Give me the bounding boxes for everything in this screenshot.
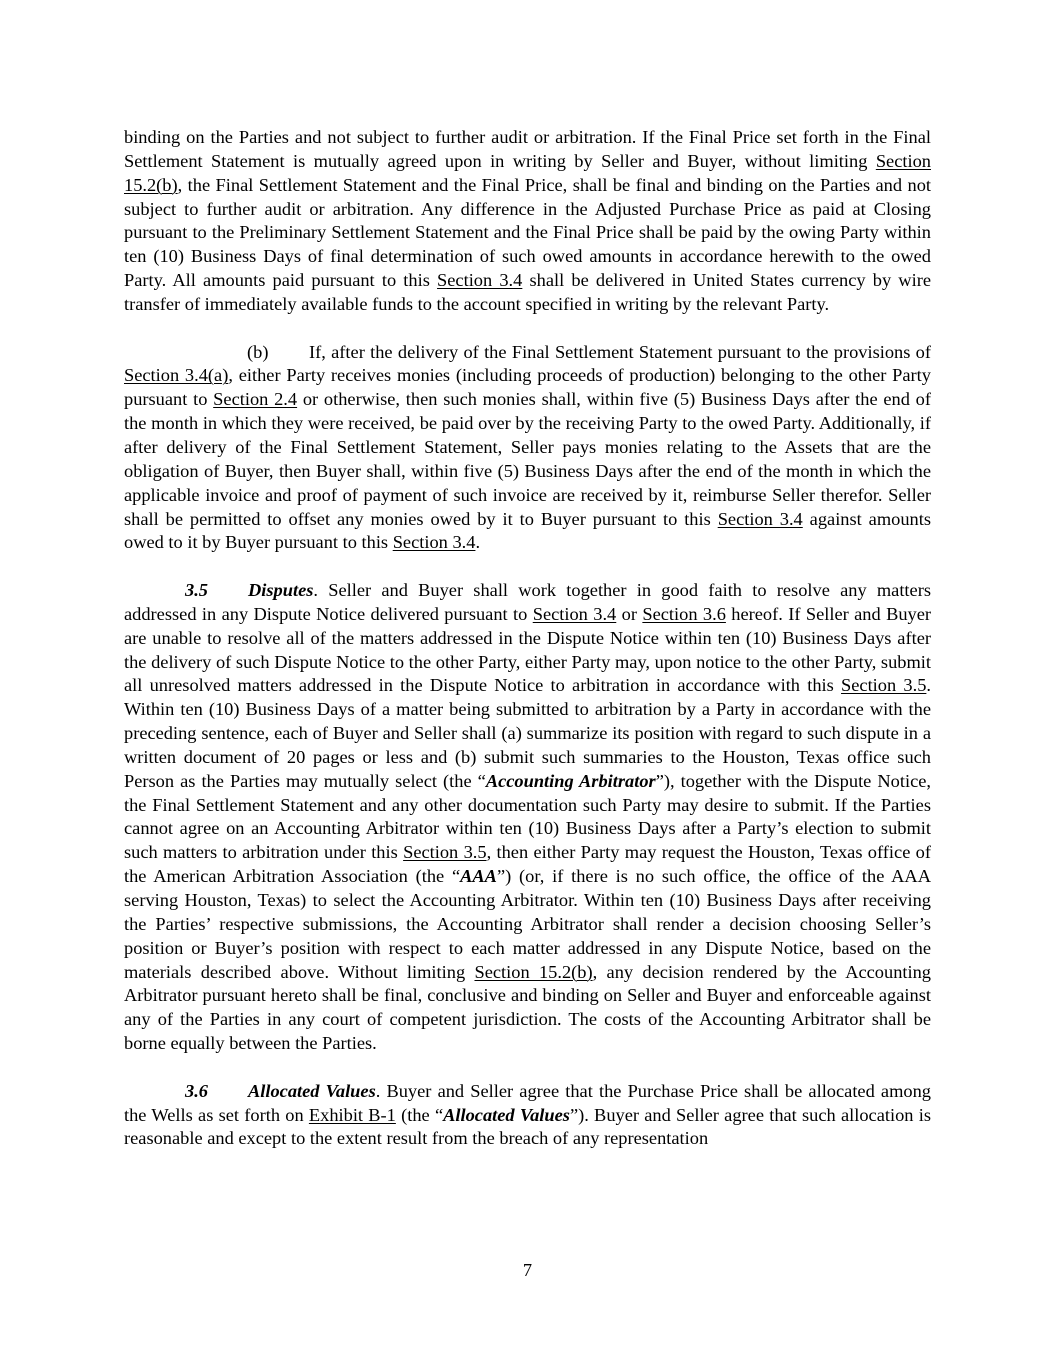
subsection-b: (b) If, after the delivery of the Final Settlement Statement pursuant to the provisions of Section 3.4(a), either Party receives monies (including proceeds of production) belonging to the other Party pursuant to Section 2.4 or otherwise, then such monies shall, within five (5) Business Days after the end of the month in which they were received, be paid over by the receiving Party to the owed Party. Additionally, if after delivery of the Final Settlement Statement, Seller pays monies relating to the Assets that are the obligation of Buyer, then Buyer shall, within five (5) Business Days after the end of the month in which the applicable invoice and proof of payment of such invoice are received by it, reimburse Seller therefor. Seller shall be permitted to offset any monies owed by it to Buyer pursuant to this Section 3.4 against amounts owed to it by Buyer pursuant to this Section 3.4. <box>124 341 932 553</box>
section-reference: Section 3.5 <box>841 675 927 696</box>
section-3-6-allocated-values: 3.6 Allocated Values. Buyer and Seller agree that the Purchase Price shall be allocated among the Wells as set forth on Exhibit B-1 (the “Allocated Values”). Buyer and Seller agree that such allocation is reasonable and except to the extent result from the breach of any representation <box>124 1080 931 1149</box>
document-body <box>124 126 931 1151</box>
defined-term: AAA <box>460 866 497 887</box>
subsection-label: (b) <box>247 341 269 362</box>
section-number: 3.6 <box>185 1080 208 1101</box>
section-reference: Section 15.2(b) <box>124 150 931 195</box>
section-reference: Section 3.4 <box>437 270 523 291</box>
section-number: 3.5 <box>185 580 208 601</box>
section-reference: Section 3.4(a) <box>124 365 229 386</box>
section-reference: Section 15.2(b) <box>474 961 593 982</box>
section-3-5-disputes: 3.5 Disputes. Seller and Buyer shall work together in good faith to resolve any matters addressed in any Dispute Notice delivered pursuant to Section 3.4 or Section 3.6 hereof. If Seller and Buyer are unable to resolve all of the matters addressed in the Dispute Notice within ten (10) Business Days after the delivery of such Dispute Notice to the other Party, either Party may, upon notice to the other Party, submit all unresolved matters addressed in the Dispute Notice to arbitration in accordance with this Section 3.5. Within ten (10) Business Days of a matter being submitted to arbitration by a Party in accordance with the preceding sentence, each of Buyer and Seller shall (a) summarize its position with regard to such dispute in a written document of 20 pages or less and (b) submit such summaries to the Houston, Texas office such Person as the Parties may mutually select (the “Accounting Arbitrator”), together with the Dispute Notice, the Final Settlement Statement and any other documentation such Party may desire to submit. If the Parties cannot agree on an Accounting Arbitrator within ten (10) Business Days after a Party’s election to submit such matters to arbitration under this Section 3.5, then either Party may request the Houston, Texas office of the American Arbitration Association (the “AAA”) (or, if there is no such office, the office of the AAA serving Houston, Texas) to select the Accounting Arbitrator. Within ten (10) Business Days after receiving the Parties’ respective submissions, the Accounting Arbitrator shall render a decision choosing Seller’s position or Buyer’s position with respect to each matter addressed in any Dispute Notice, based on the materials described above. Without limiting Section 15.2(b), any decision rendered by the Accounting Arbitrator pursuant hereto shall be final, conclusive and binding on Seller and Buyer and enforceable against any of the Parties in any court of competent jurisdiction. The costs of the Accounting Arbitrator shall be borne equally between the Parties. <box>124 580 932 1054</box>
section-title: Allocated Values <box>248 1080 376 1101</box>
section-reference: Section 3.5 <box>403 842 487 863</box>
defined-term: Allocated Values <box>443 1104 570 1125</box>
paragraph-continuation: binding on the Parties and not subject to further audit or arbitration. If the Final Price set forth in the Final Settlement Statement is mutually agreed upon in writing by Seller and Buyer, without limiting Section 15.2(b), the Final Settlement Statement and the Final Price, shall be final and binding on the Parties and not subject to further audit or arbitration. Any difference in the Adjusted Purchase Price as paid at Closing pursuant to the Preliminary Settlement Statement and the Final Price shall be paid by the owing Party within ten (10) Business Days of final determination of such owed amounts in accordance herewith to the owed Party. All amounts paid pursuant to this Section 3.4 shall be delivered in United States currency by wire transfer of immediately available funds to the account specified in writing by the relevant Party. <box>124 127 931 314</box>
section-reference: Section 3.4 <box>717 508 803 529</box>
section-reference: Section 3.4 <box>392 532 476 553</box>
page-number: 7 <box>522 1260 533 1280</box>
section-reference: Section 2.4 <box>213 389 298 410</box>
section-title: Disputes <box>248 580 314 601</box>
section-reference: Section 3.4 <box>532 603 617 624</box>
defined-term: Accounting Arbitrator <box>485 770 656 791</box>
section-reference: Section 3.6 <box>642 603 726 624</box>
exhibit-reference: Exhibit B-1 <box>308 1104 396 1125</box>
